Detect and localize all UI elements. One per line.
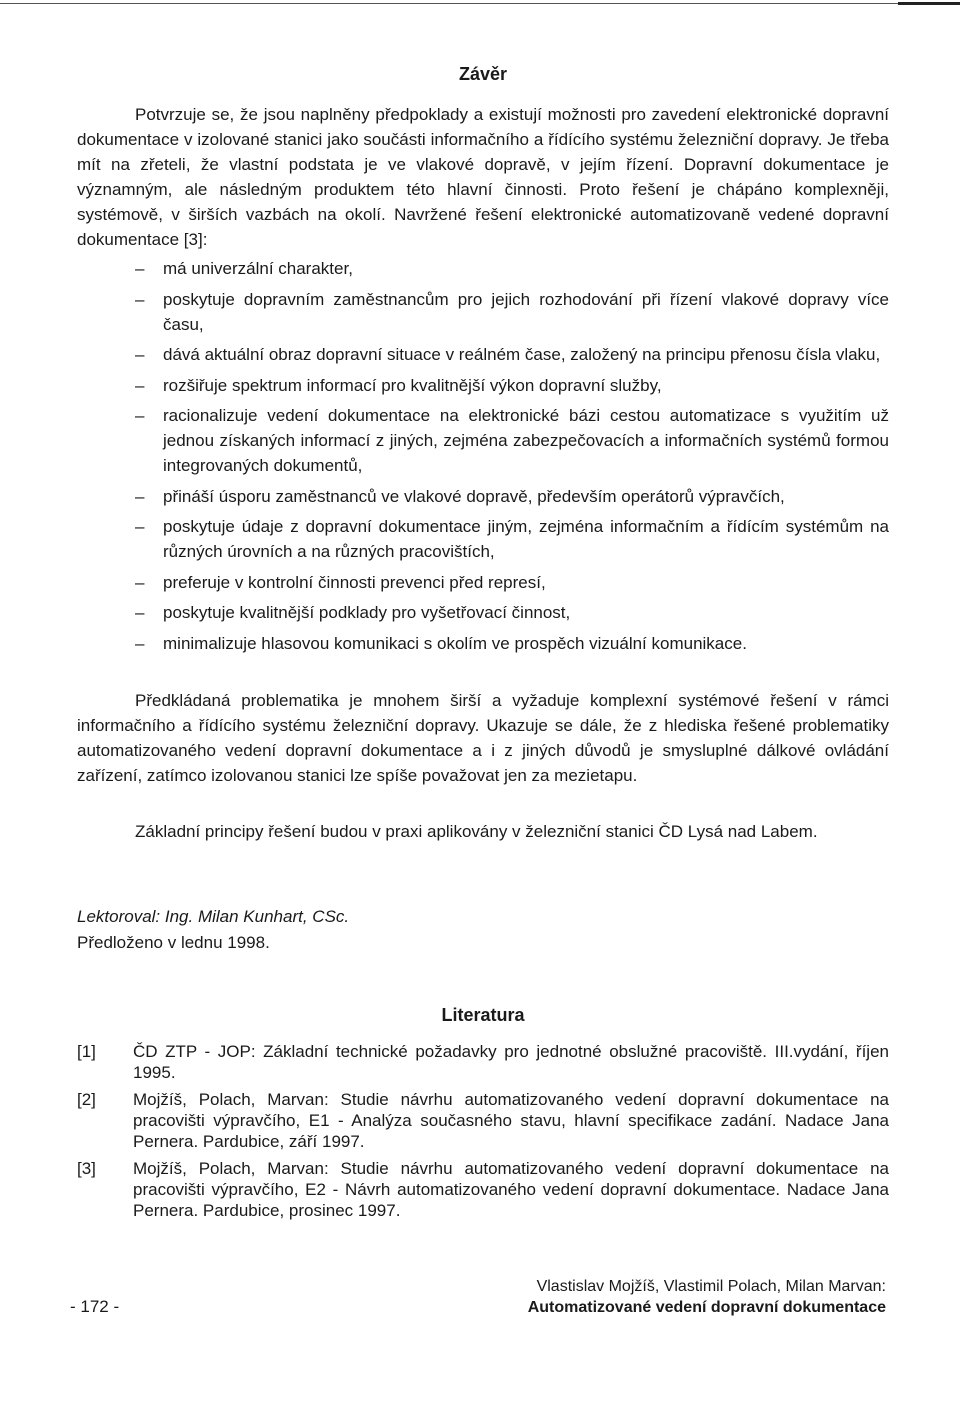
reference-text: Mojžíš, Polach, Marvan: Studie návrhu automatizovaného vedení dopravní dokumentace na pracovišti výpravčího, E2 - Návrh automatizovaného vedení dopravní dokumentace. Nadace Jana Pernera. Pardubice, prosinec 1997.: [133, 1159, 889, 1220]
literature-heading: Literatura: [441, 1005, 525, 1025]
list-item: – racionalizuje vedení dokumentace na elektronické bázi cestou automatizace s využitím už jednou získaných informací z jiných, zejména zabezpečovacích a informačních systémů formou integrovaných dokumentů,: [135, 403, 889, 478]
conclusion-paragraph-1: Potvrzuje se, že jsou naplněny předpoklady a existují možnosti pro zavedení elektronické dopravní dokumentace v izolované stanici jako součásti informačního a řídícího systému železniční dopravy. Je třeba mít na zřeteli, že vlastní podstata je ve vlakové dopravě, v jejím řízení. Dopravní dokumentace je významným, ale následným produktem této hlavní činnosti. Proto řešení je chápáno komplexněji, systémově, v širších vazbách na okolí. Navržené řešení elektronické automatizovaně vedené dopravní dokumentace [3]:: [77, 105, 889, 249]
reference-item: [77, 1089, 889, 1152]
section-heading: Závěr: [458, 64, 508, 84]
list-item: – poskytuje údaje z dopravní dokumentace jiným, zejména informačním a řídícím systémům na různých úrovních a na různých pracovištích,: [135, 514, 889, 564]
reference-item: [77, 1158, 889, 1221]
list-item: – dává aktuální obraz dopravní situace v reálném čase, založený na principu přenosu čísla vlaku,: [135, 342, 889, 367]
running-footer: [528, 1276, 886, 1318]
list-item: – přináší úsporu zaměstnanců ve vlakové dopravě, především operátorů výpravčích,: [135, 484, 889, 509]
page-number: - 172 -: [70, 1297, 120, 1316]
review-info: [77, 904, 349, 956]
list-item: – má univerzální charakter,: [135, 256, 889, 281]
reference-text: Mojžíš, Polach, Marvan: Studie návrhu automatizovaného vedení dopravní dokumentace na pracovišti výpravčího, E1 - Analýza současného stavu, hlavní specifikace zadání. Nadace Jana Pernera. Pardubice, září 1997.: [133, 1090, 889, 1151]
conclusion-paragraph-2: Předkládaná problematika je mnohem širší a vyžaduje komplexní systémové řešení v rámci informačního a řídícího systému železniční dopravy. Ukazuje se dále, že z hlediska řešené problematiky automatizovaného vedení dopravní dokumentace a i z jiných důvodů je smysluplné dálkové ovládání zařízení, zatímco izolovanou stanici lze spíše považovat jen za mezietapu.: [77, 691, 889, 785]
benefits-list: [135, 256, 889, 661]
reference-number: [1]: [77, 1042, 96, 1061]
conclusion-paragraph-3: Základní principy řešení budou v praxi aplikovány v železniční stanici ČD Lysá nad Labem.: [135, 822, 818, 841]
footer-authors: Vlastislav Mojžíš, Vlastimil Polach, Milan Marvan:: [536, 1278, 886, 1295]
footer-title: Automatizované vedení dopravní dokumentace: [527, 1299, 886, 1316]
reference-list: [77, 1041, 889, 1227]
top-rule-mark: [898, 2, 960, 5]
reference-number: [2]: [77, 1090, 96, 1109]
list-item: – rozšiřuje spektrum informací pro kvalitnější výkon dopravní služby,: [135, 373, 889, 398]
reference-number: [3]: [77, 1159, 96, 1178]
submitted-line: Předloženo v lednu 1998.: [77, 933, 270, 952]
top-rule: [0, 3, 960, 4]
list-item: – poskytuje kvalitnější podklady pro vyšetřovací činnost,: [135, 600, 889, 625]
list-item: – poskytuje dopravním zaměstnancům pro jejich rozhodování při řízení vlakové dopravy více času,: [135, 287, 889, 337]
reviewer-line: Lektoroval: Ing. Milan Kunhart, CSc.: [77, 907, 350, 926]
list-item: – minimalizuje hlasovou komunikaci s okolím ve prospěch vizuální komunikace.: [135, 631, 889, 656]
reference-item: [77, 1041, 889, 1083]
list-item: – preferuje v kontrolní činnosti prevenci před represí,: [135, 570, 889, 595]
reference-text: ČD ZTP - JOP: Základní technické požadavky pro jednotné obslužné pracoviště. III.vydání, říjen 1995.: [133, 1042, 889, 1082]
